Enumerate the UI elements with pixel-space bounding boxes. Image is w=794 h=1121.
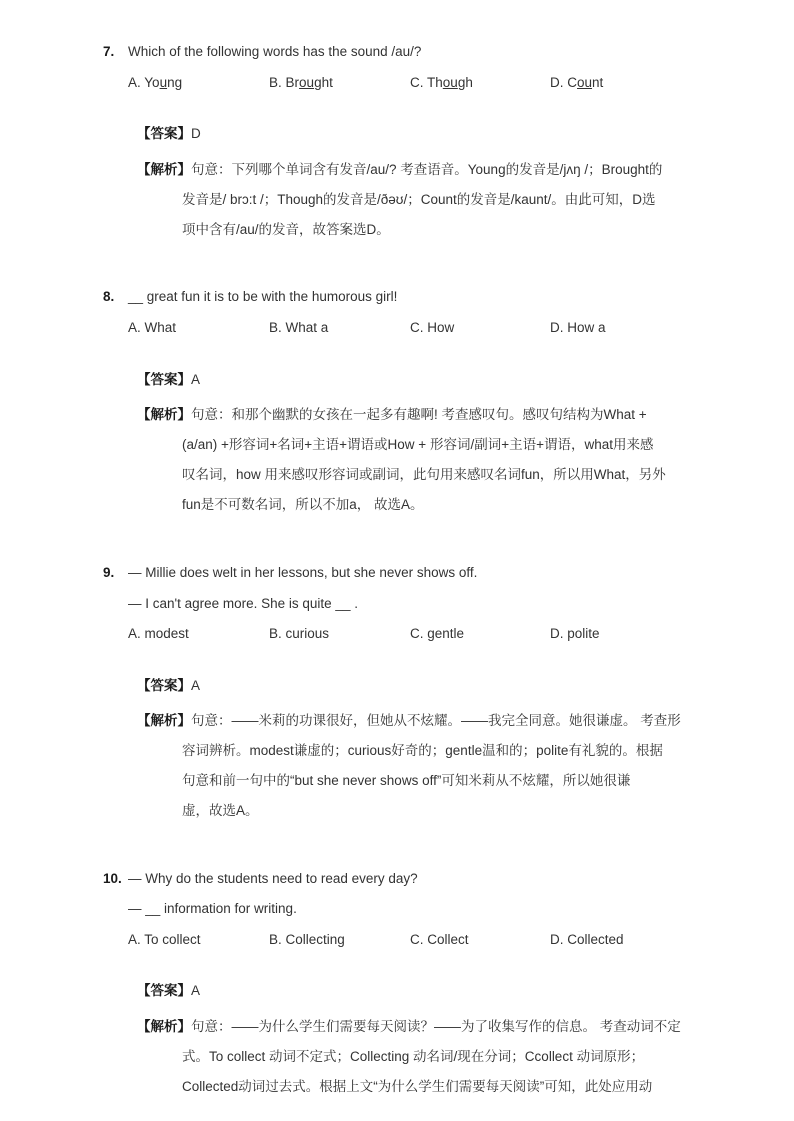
option-letter: B. (269, 75, 282, 90)
question-number: 9. (103, 565, 115, 580)
explanation-text: 发音是/ brɔ:t /；Though的发音是/ðəʊ/；Count的发音是/kaunt/。由此可知，D选 (182, 192, 656, 207)
answer-line (137, 979, 200, 999)
answer-label: 【答案】 (137, 983, 191, 998)
option-text: How a (567, 320, 606, 335)
explanation-text: 虚，故选A。 (182, 803, 259, 818)
option-letter: A. (128, 320, 141, 335)
option-a[interactable] (128, 932, 201, 947)
explanation-label: 【解析】 (137, 1019, 191, 1034)
answer-value: A (191, 983, 201, 998)
explanation-text: 句意：——米莉的功课很好，但她从不炫耀。——我完全同意。她很谦虚。 考查形 (191, 713, 681, 728)
explanation (137, 1012, 682, 1102)
question-stem: __ great fun it is to be with the humorous girl! (128, 289, 398, 304)
option-text: modest (144, 626, 189, 641)
option-text: Collecting (285, 932, 345, 947)
option-text: ght (314, 75, 333, 90)
option-letter: C. (410, 75, 424, 90)
option-letter: D. (550, 75, 564, 90)
option-underlined-text: u (159, 75, 168, 90)
explanation-text: 项中含有/au/的发音，故答案选D。 (182, 222, 390, 237)
option-letter: D. (550, 626, 564, 641)
option-d[interactable] (550, 75, 603, 90)
explanation-label: 【解析】 (137, 162, 191, 177)
option-text: Yo (144, 75, 160, 90)
answer-line (137, 674, 200, 694)
explanation-text: 式。To collect 动词不定式；Collecting 动名词/现在分词；Ccollect 动词原形； (182, 1049, 645, 1064)
option-b[interactable] (269, 320, 328, 335)
option-text: Br (285, 75, 300, 90)
option-text: To collect (144, 932, 201, 947)
option-text: Collected (567, 932, 624, 947)
option-letter: B. (269, 626, 282, 641)
question-number: 8. (103, 289, 115, 304)
explanation (137, 155, 682, 245)
option-text: polite (567, 626, 600, 641)
explanation-label: 【解析】 (137, 407, 191, 422)
explanation-label: 【解析】 (137, 713, 191, 728)
option-letter: C. (410, 626, 424, 641)
question-stem: Which of the following words has the sound /au/? (128, 44, 422, 59)
explanation-text: fun是不可数名词，所以不加a， 故选A。 (182, 497, 424, 512)
question-stem: — __ information for writing. (128, 901, 297, 916)
option-letter: C. (410, 320, 424, 335)
option-c[interactable] (410, 75, 473, 90)
option-text: What (144, 320, 177, 335)
option-letter: A. (128, 932, 141, 947)
explanation-text: 句意：——为什么学生们需要每天阅读？——为了收集写作的信息。 考查动词不定 (191, 1019, 681, 1034)
explanation-text: 句意：下列哪个单词含有发音/au/? 考查语音。Young的发音是/jʌŋ /；Brought的 (191, 162, 663, 177)
answer-value: D (191, 126, 201, 141)
explanation-first-line (137, 155, 682, 185)
option-text: Th (427, 75, 443, 90)
answer-label: 【答案】 (137, 372, 191, 387)
option-a[interactable] (128, 75, 182, 90)
explanation-first-line (137, 1012, 682, 1042)
option-c[interactable] (410, 320, 454, 335)
question-stem: — Why do the students need to read every day? (128, 871, 418, 886)
option-letter: A. (128, 75, 141, 90)
option-c[interactable] (410, 932, 469, 947)
option-b[interactable] (269, 75, 333, 90)
option-letter: B. (269, 932, 282, 947)
option-letter: C. (410, 932, 424, 947)
option-letter: D. (550, 320, 564, 335)
option-d[interactable] (550, 932, 624, 947)
question-number: 7. (103, 44, 115, 59)
option-text: gh (457, 75, 473, 90)
explanation-first-line (137, 400, 682, 430)
answer-line (137, 122, 201, 142)
explanation-text: Collected动词过去式。根据上文“为什么学生们需要每天阅读”可知，此处应用动 (182, 1079, 653, 1094)
explanation-text: 句意：和那个幽默的女孩在一起多有趣啊! 考查感叹句。感叹句结构为What + (191, 407, 647, 422)
question-stem: — I can't agree more. She is quite __ . (128, 596, 358, 611)
answer-value: A (191, 372, 201, 387)
question-number: 10. (103, 871, 122, 886)
explanation-text: 句意和前一句中的“but she never shows off”可知米莉从不炫耀，所以她很谦 (182, 773, 631, 788)
explanation (137, 706, 682, 826)
option-underlined-text: ou (442, 75, 458, 90)
answer-label: 【答案】 (137, 126, 191, 141)
answer-label: 【答案】 (137, 678, 191, 693)
option-d[interactable] (550, 626, 600, 641)
option-letter: A. (128, 626, 141, 641)
explanation-text: (a/an) +形容词+名词+主语+谓语或How + 形容词/副词+主语+谓语，what用来感 (182, 437, 654, 452)
option-letter: D. (550, 932, 564, 947)
option-a[interactable] (128, 626, 189, 641)
option-text: curious (285, 626, 330, 641)
option-underlined-text: ou (577, 75, 593, 90)
option-underlined-text: ou (299, 75, 315, 90)
option-text: How (427, 320, 455, 335)
option-b[interactable] (269, 932, 345, 947)
option-d[interactable] (550, 320, 606, 335)
question-stem: — Millie does welt in her lessons, but she never shows off. (128, 565, 478, 580)
option-b[interactable] (269, 626, 329, 641)
option-c[interactable] (410, 626, 464, 641)
option-text: gentle (427, 626, 465, 641)
option-text: What a (285, 320, 329, 335)
explanation (137, 400, 682, 520)
option-text: ng (167, 75, 183, 90)
option-letter: B. (269, 320, 282, 335)
option-text: C (567, 75, 578, 90)
explanation-text: 叹名词，how 用来感叹形容词或副词，此句用来感叹名词fun，所以用What，另外 (182, 467, 666, 482)
answer-line (137, 368, 200, 388)
explanation-text: 容词辨析。modest谦虚的；curious好奇的；gentle温和的；polite有礼貌的。根据 (182, 743, 663, 758)
option-text: nt (592, 75, 604, 90)
option-a[interactable] (128, 320, 176, 335)
option-text: Collect (427, 932, 469, 947)
explanation-first-line (137, 706, 682, 736)
answer-value: A (191, 678, 201, 693)
